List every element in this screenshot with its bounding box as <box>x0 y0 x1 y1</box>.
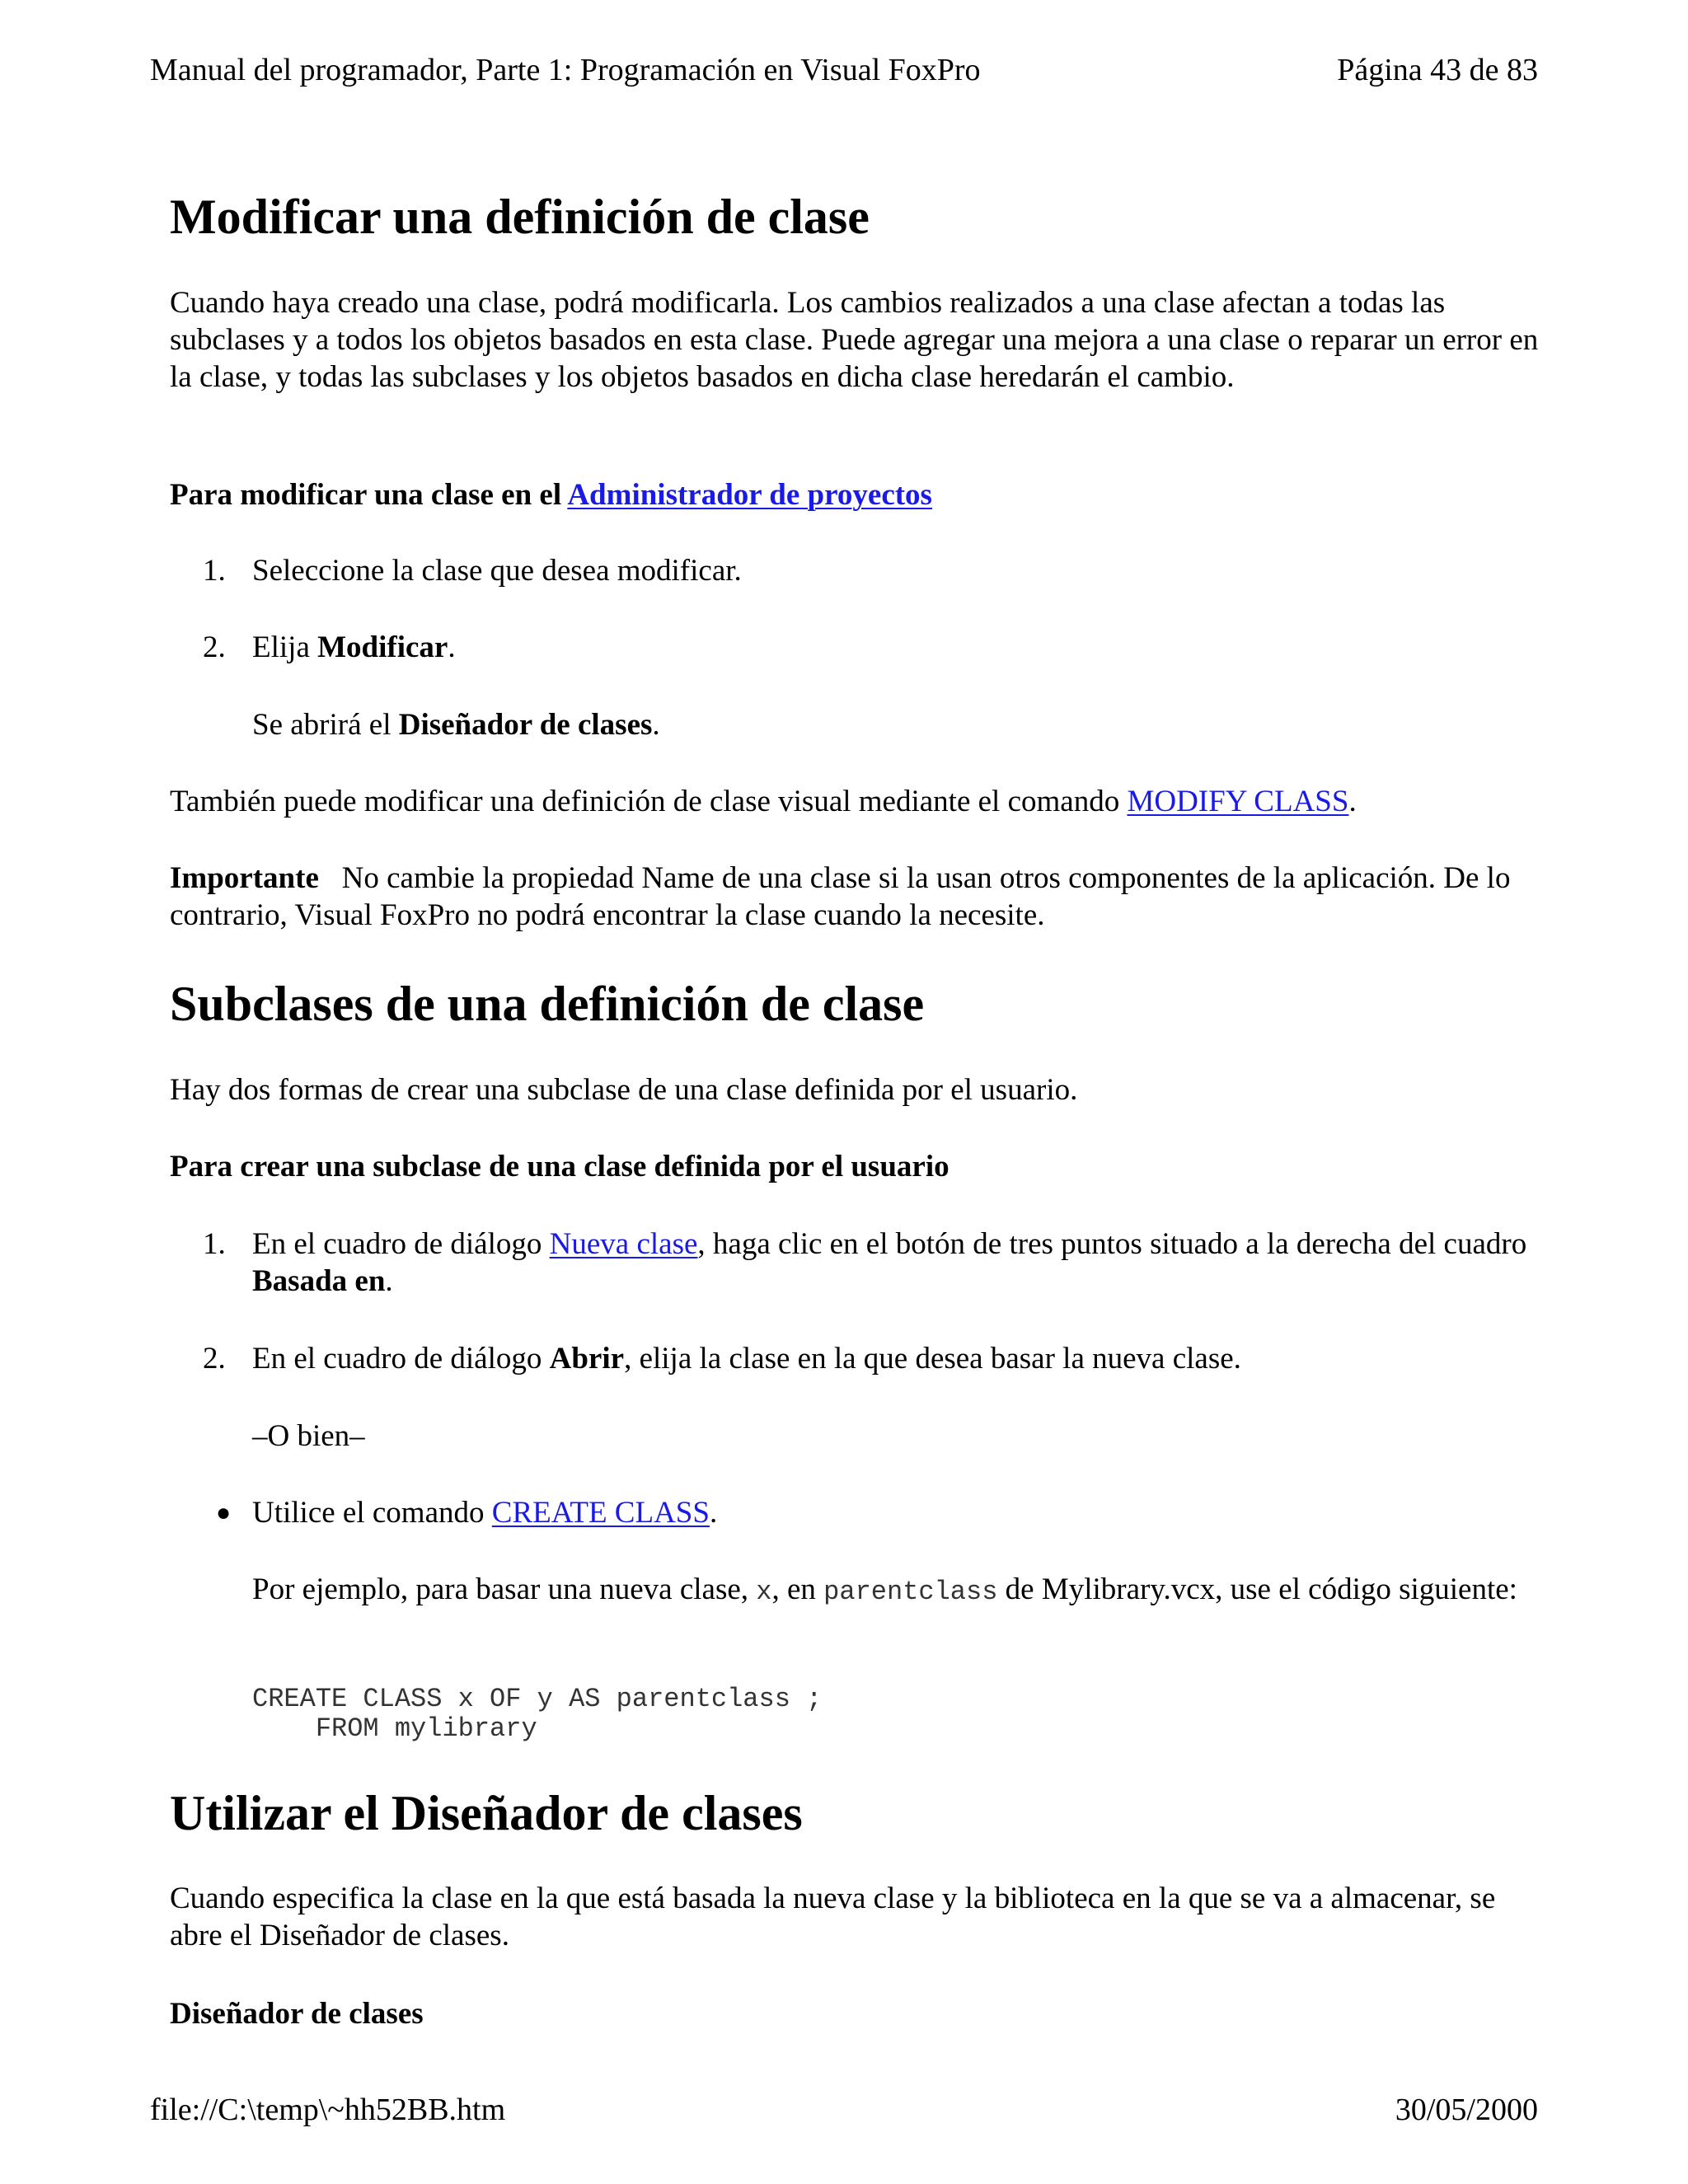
subheading-administrador-text: Para modificar una clase en el <box>170 478 568 512</box>
list-number: 1. <box>203 1227 226 1261</box>
or-separator: –O bien– <box>252 1419 365 1453</box>
list-item-nueva-clase: En el cuadro de diálogo Nueva clase, haga clic en el botón de tres puntos situado a la derecha del cuadro Basada en. <box>252 1227 1527 1298</box>
important-label: Importante <box>170 861 319 895</box>
code-line: CREATE CLASS x OF y AS parentclass ; <box>252 1684 823 1714</box>
bold-disenador-clases: Diseñador de clases <box>398 708 653 742</box>
subheading-administrador <box>170 476 1554 513</box>
heading-utilizar-disenador: Utilizar el Diseñador de clases <box>170 1786 803 1840</box>
inline-code-x: x <box>756 1577 772 1607</box>
list-number: 1. <box>203 554 226 588</box>
link-nueva-clase[interactable]: Nueva clase <box>549 1227 698 1261</box>
list-item-create-class: Utilice el comando CREATE CLASS. <box>252 1496 718 1530</box>
inline-code-parentclass: parentclass <box>823 1577 998 1607</box>
page-number: Página 43 de 83 <box>1337 53 1538 87</box>
bold-abrir: Abrir <box>549 1342 625 1376</box>
link-create-class[interactable]: CREATE CLASS <box>491 1496 710 1530</box>
link-administrador-proyectos[interactable]: Administrador de proyectos <box>567 478 932 512</box>
bold-basada-en: Basada en <box>252 1264 386 1298</box>
file-path: file://C:\temp\~hh52BB.htm <box>150 2093 506 2127</box>
link-modify-class[interactable]: MODIFY CLASS <box>1127 785 1349 818</box>
print-date: 30/05/2000 <box>1395 2093 1538 2127</box>
code-line: FROM mylibrary <box>252 1713 537 1744</box>
bold-modificar: Modificar <box>317 630 448 664</box>
heading-modificar-clase: Modificar una definición de clase <box>170 190 870 244</box>
subheading-crear-subclase: Para crear una subclase de una clase definida por el usuario <box>170 1150 950 1183</box>
page-header <box>150 49 1538 91</box>
list-number: 2. <box>203 1342 226 1376</box>
list-number: 2. <box>203 630 226 664</box>
paragraph-disenador-intro: Cuando especifica la clase en la que está basada la nueva clase y la biblioteca en la que se va a almacenar, se abre el Diseñador de clases. <box>170 1882 1496 1952</box>
list-item-abrir: En el cuadro de diálogo Abrir, elija la clase en la que desea basar la nueva clase. <box>252 1342 1241 1376</box>
paragraph-ejemplo: Por ejemplo, para basar una nueva clase, x, en parentclass de Mylibrary.vcx, use el código siguiente: <box>252 1572 1517 1607</box>
page-footer <box>150 2089 1538 2130</box>
heading-subclases: Subclases de una definición de clase <box>170 977 925 1031</box>
paragraph-importante: Importante No cambie la propiedad Name de una clase si la usan otros componentes de la aplicación. De lo contrario, Visual FoxPro no podrá encontrar la clase cuando la necesite. <box>170 861 1518 932</box>
paragraph-subclases-intro: Hay dos formas de crear una subclase de una clase definida por el usuario. <box>170 1073 1078 1107</box>
paragraph-modificar-intro: Cuando haya creado una clase, podrá modificarla. Los cambios realizados a una clase afectan a todas las subclases y a todos los objetos basados en esta clase. Puede agregar una mejora a una clase o reparar un error en la clase, y todas las subclases y los objetos basados en dicha clase heredarán el cambio. <box>170 286 1539 394</box>
paragraph-modify-class: También puede modificar una definición de clase visual mediante el comando MODIFY CLASS. <box>170 785 1357 818</box>
note-disenador-abre: Se abrirá el Diseñador de clases. <box>252 708 660 742</box>
code-block <box>252 1685 822 1744</box>
subheading-disenador-clases: Diseñador de clases <box>170 1997 424 2031</box>
bullet-icon: ● <box>216 1499 232 1526</box>
document-title: Manual del programador, Parte 1: Programación en Visual FoxPro <box>150 53 981 87</box>
list-item-seleccione: Seleccione la clase que desea modificar. <box>252 554 742 588</box>
list-item-elija: Elija Modificar. <box>252 630 456 664</box>
